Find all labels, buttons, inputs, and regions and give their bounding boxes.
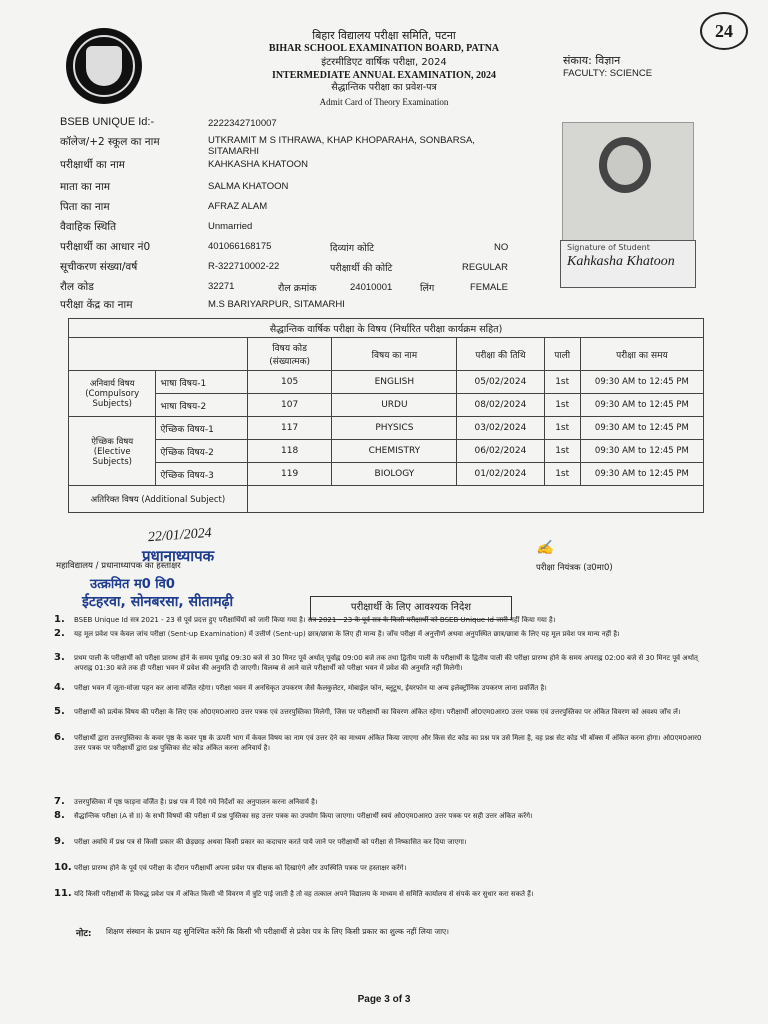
row-date: 03/02/2024 [457,417,544,440]
roll-number-value: 24010001 [350,282,393,293]
table-header-shift: पाली [544,338,580,371]
row-subject: PHYSICS [332,417,457,440]
row-code: 107 [247,394,332,417]
row-shift: 1st [544,394,580,417]
header-hindi-board: बिहार विद्यालय परीक्षा समिति, पटना [312,29,456,42]
row-date: 05/02/2024 [457,371,544,394]
header-english-board: BIHAR SCHOOL EXAMINATION BOARD, PATNA [268,43,500,54]
signature-box [560,240,696,288]
category-label: परीक्षार्थी की कोटि [330,263,393,274]
student-photo [562,122,694,242]
row-type: ऐच्छिक विषय-1 [156,417,247,440]
field-label-college: कॉलेज/+2 स्कूल का नाम [60,136,160,148]
field-value-registration: R-322710002-22 [208,261,280,272]
field-value-mother: SALMA KHATOON [208,181,289,192]
row-type: भाषा विषय-2 [156,394,247,417]
table-row [69,394,704,417]
row-time: 09:30 AM to 12:45 PM [580,440,703,463]
additional-subject-blank [247,486,703,513]
row-code: 105 [247,371,332,394]
instruction-number: 10. [54,862,72,873]
row-date: 01/02/2024 [457,463,544,486]
instruction-number: 5. [54,706,65,717]
gender-value: FEMALE [470,282,509,293]
additional-subject-label: अतिरिक्त विषय (Additional Subject) [69,486,248,513]
table-row [69,440,704,463]
row-type: भाषा विषय-1 [156,371,247,394]
note-label: नोट: [76,929,92,939]
field-label-roll-code: रौल कोड [60,281,94,293]
gender-label: लिंग [420,283,435,294]
instructions-title: परीक्षार्थी के लिए आवश्यक निदेश [310,596,512,620]
group-compulsory: अनिवार्य विषय (Compulsory Subjects) [69,371,156,417]
row-time: 09:30 AM to 12:45 PM [580,394,703,417]
row-type: ऐच्छिक विषय-2 [156,440,247,463]
header-hindi-admit: सैद्धान्तिक परीक्षा का प्रवेश-पत्र [331,82,437,93]
field-label-aadhaar: परीक्षार्थी का आधार नं0 [60,241,151,253]
instruction-number: 7. [54,796,65,807]
row-shift: 1st [544,440,580,463]
field-value-aadhaar: 401066168175 [208,241,272,252]
controller-label: परीक्षा नियंत्रक (उ0मा0) [536,563,613,573]
field-label-centre: परीक्षा केंद्र का नाम [60,299,133,311]
field-value-student-name: KAHKASHA KHATOON [208,159,308,170]
row-shift: 1st [544,463,580,486]
row-shift: 1st [544,417,580,440]
table-row [69,371,704,394]
field-value-father: AFRAZ ALAM [208,201,268,212]
stamp-line-1: प्रधानाध्यापक [142,547,215,565]
table-header-subject: विषय का नाम [332,338,457,371]
roll-number-label: रौल क्रमांक [278,283,317,294]
instruction-number: 4. [54,682,65,693]
stamp-line-3: ईटहरवा, सोनबरसा, सीतामढ़ी [82,594,234,610]
instruction-number: 6. [54,732,65,743]
signature-caption: Signature of Student [567,243,650,252]
principal-signature-label: महाविद्यालय / प्रधानाध्यापक का हस्ताक्षर [56,561,181,571]
note-text: शिक्षण संस्थान के प्रधान यह सुनिश्चित करेंगे कि किसी भी परीक्षार्थी से प्रवेश पत्र के लिए किसी प्रकार का शुल्क नहीं लिया जाए। [106,927,449,936]
instruction-text: यदि किसी परीक्षार्थी के विरुद्ध प्रवेश पत्र में अंकित किसी भी विवरण में त्रुटि पाई जाती है तो वह तत्काल अपने विद्यालय के माध्यम से समिति कार्यालय से संपर्क कर सुधार करा सकते हैं। [74,890,534,898]
header-english-admit: Admit Card of Theory Examination [319,97,449,107]
row-subject: CHEMISTRY [332,440,457,463]
instruction-text: उत्तरपुस्तिका में पृष्ठ फाड़ना वर्जित है। प्रश्न पत्र में दिये गये निर्देशों का अनुपालन करना अनिवार्य है। [74,798,318,806]
instruction-text: परीक्षा प्रारम्भ होने के पूर्व एवं परीक्षा के दौरान परीक्षार्थी अपना प्रवेश पत्र वीक्षक को दिखाएंगे और उपस्थिति पत्रक पर हस्ताक्षर करेंगे। [74,864,407,872]
table-header-date: परीक्षा की तिथि [457,338,544,371]
instruction-text: परीक्षा भवन में जूता-मोजा पहन कर आना वर्जित रहेगा। परीक्षा भवन में अनधिकृत उपकरण जैसे कैलकुलेटर, मोबाईल फोन, ब्लूटूथ, ईयरफोन या अन्य इलेक्ट्रॉनिक उपकरण लाना प्रवर्जित है। [74,684,547,692]
table-row [69,417,704,440]
divyang-value: NO [494,242,509,253]
instruction-text: प्रथम पाली के परीक्षार्थी को परीक्षा प्रारम्भ होने के समय पूर्वाह्न 09:30 बजे से 30 मिनट पूर्व अर्थात् पूर्वाह्न 09:00 बजे तक तथा द्वितीय पाली के परीक्षार्थी के द्वितीय पाली की परीक्षा प्रारम्भ होने के समय अपराह्न 02:00 बजे से 30 मिनट पूर्व अर्थात् अपराह्न 01:30 बजे तक ही परीक्षा भवन में प्रवेश की अनुमति दी जाएगी। विलम्ब से आने वाले परीक्षार्थी को परीक्षा भवन में प्रवेश की अनुमति नहीं मिलेगी। [74,654,698,672]
table-row [69,463,704,486]
row-code: 118 [247,440,332,463]
category-value: REGULAR [462,262,508,273]
instruction-text: BSEB Unique Id सत्र 2021 - 23 से पूर्व प्रदत्त हुए परीक्षार्थियों को जारी किया गया है। सत्र 2021 - 23 के पूर्व सत्र के किसी परीक्षार्थी को BSEB Unique Id जारी नहीं किया गया है। [74,616,556,624]
field-value-unique-id: 2222342710007 [208,118,277,129]
instruction-number: 9. [54,836,65,847]
student-signature: Kahkasha Khatoon [567,254,675,269]
page-footer: Page 3 of 3 [357,994,411,1005]
table-header-code: विषय कोड (संख्यात्मक) [247,338,332,371]
instruction-text: सैद्धान्तिक परीक्षा (A से II) के सभी विषयों की परीक्षा में प्रश्न पुस्तिका सह उत्तर पत्रक का उपयोग किया जाएगा। परीक्षार्थी स्वयं ओ0एम0आर0 उत्तर पत्रक पर सही उत्तर अंकित करेंगे। [74,812,533,820]
field-label-registration: सूचीकरण संख्या/वर्ष [60,261,138,273]
handwritten-date: 22/01/2024 [147,525,213,546]
instruction-text: यह मूल प्रवेश पत्र केवल जांच परीक्षा (Sent-up Examination) में उत्तीर्ण (Sent-up) छात्र/छात्रा के लिए ही मान्य है। जाँच परीक्षा में अनुत्तीर्ण अथवा अनुपस्थित छात्र/छात्रा के लिए यह मूल प्रवेश पत्र मान्य नहीं है। [74,630,620,638]
row-subject: URDU [332,394,457,417]
row-type: ऐच्छिक विषय-3 [156,463,247,486]
table-header-blank [69,338,248,371]
group-elective: ऐच्छिक विषय (Elective Subjects) [69,417,156,486]
field-label-unique-id: BSEB UNIQUE Id:- [60,116,155,128]
row-code: 117 [247,417,332,440]
field-label-student-name: परीक्षार्थी का नाम [60,159,125,171]
faculty-hindi: संकाय: विज्ञान [563,54,621,67]
instruction-number: 11. [54,888,72,899]
row-date: 08/02/2024 [457,394,544,417]
instruction-number: 8. [54,810,65,821]
instruction-text: परीक्षार्थी द्वारा उत्तरपुस्तिका के कवर पृष्ठ के कवर पृष्ठ के ऊपरी भाग में केवल विषय का नाम एवं उत्तर देने का माध्यम अंकित किया जाएगा और किस सेट कोड का प्रश्न पत्र उसे मिला है, वह प्रश्न सेट कोड भी बॉक्स में अंकित करना होगा। ओ0एम0आर0 उत्तर पत्रक पर परीक्षार्थी द्वारा प्रश्न पुस्तिका सेट कोड अंकित करना अनिवार्य है। [74,734,702,752]
row-time: 09:30 AM to 12:45 PM [580,463,703,486]
row-time: 09:30 AM to 12:45 PM [580,417,703,440]
row-time: 09:30 AM to 12:45 PM [580,371,703,394]
controller-signature: ✍ [536,541,554,556]
header-hindi-exam: इंटरमीडिएट वार्षिक परीक्षा, 2024 [321,57,447,68]
field-value-centre: M.S BARIYARPUR, SITAMARHI [208,299,345,310]
page-number-circle: 24 [700,12,748,50]
field-label-father: पिता का नाम [60,201,110,213]
field-label-mother: माता का नाम [60,181,110,193]
row-subject: BIOLOGY [332,463,457,486]
subjects-table [68,318,704,513]
table-title: सैद्धान्तिक वार्षिक परीक्षा के विषय (निर्धारित परीक्षा कार्यक्रम सहित) [69,319,704,338]
instruction-number: 2. [54,628,65,639]
row-shift: 1st [544,371,580,394]
field-value-marital: Unmarried [208,221,253,232]
field-label-marital: वैवाहिक स्थिति [60,221,117,233]
stamp-line-2: उत्क्रमित म0 वि0 [90,577,175,592]
field-value-roll-code: 32271 [208,281,235,292]
instruction-number: 1. [54,614,65,625]
field-value-college: UTKRAMIT M S ITHRAWA, KHAP KHOPARAHA, SONBARSA, SITAMARHI [208,135,475,157]
faculty-english: FACULTY: SCIENCE [563,68,653,79]
divyang-label: दिव्यांग कोटि [330,243,375,254]
instruction-text: परीक्षा अवधि में प्रश्न पत्र से किसी प्रकार की छेड़छाड़ अथवा किसी प्रकार का कदाचार करते पाये जाने पर परीक्षार्थी को परीक्षा से निष्कासित कर दिया जाएगा। [74,838,467,846]
row-subject: ENGLISH [332,371,457,394]
header-english-exam: INTERMEDIATE ANNUAL EXAMINATION, 2024 [271,70,497,81]
instruction-number: 3. [54,652,65,663]
row-date: 06/02/2024 [457,440,544,463]
row-code: 119 [247,463,332,486]
table-header-time: परीक्षा का समय [580,338,703,371]
instruction-text: परीक्षार्थी को प्रत्येक विषय की परीक्षा के लिए एक ओ0एम0आर0 उत्तर पत्रक एवं उत्तरपुस्तिका मिलेगी, जिस पर परीक्षार्थी का विवरण अंकित रहेगा। परीक्षार्थी ओ0एम0आर0 उत्तर पत्रक एवं उत्तरपुस्तिका पर अंकित विवरण को अवश्य जाँच लें। [74,708,681,716]
